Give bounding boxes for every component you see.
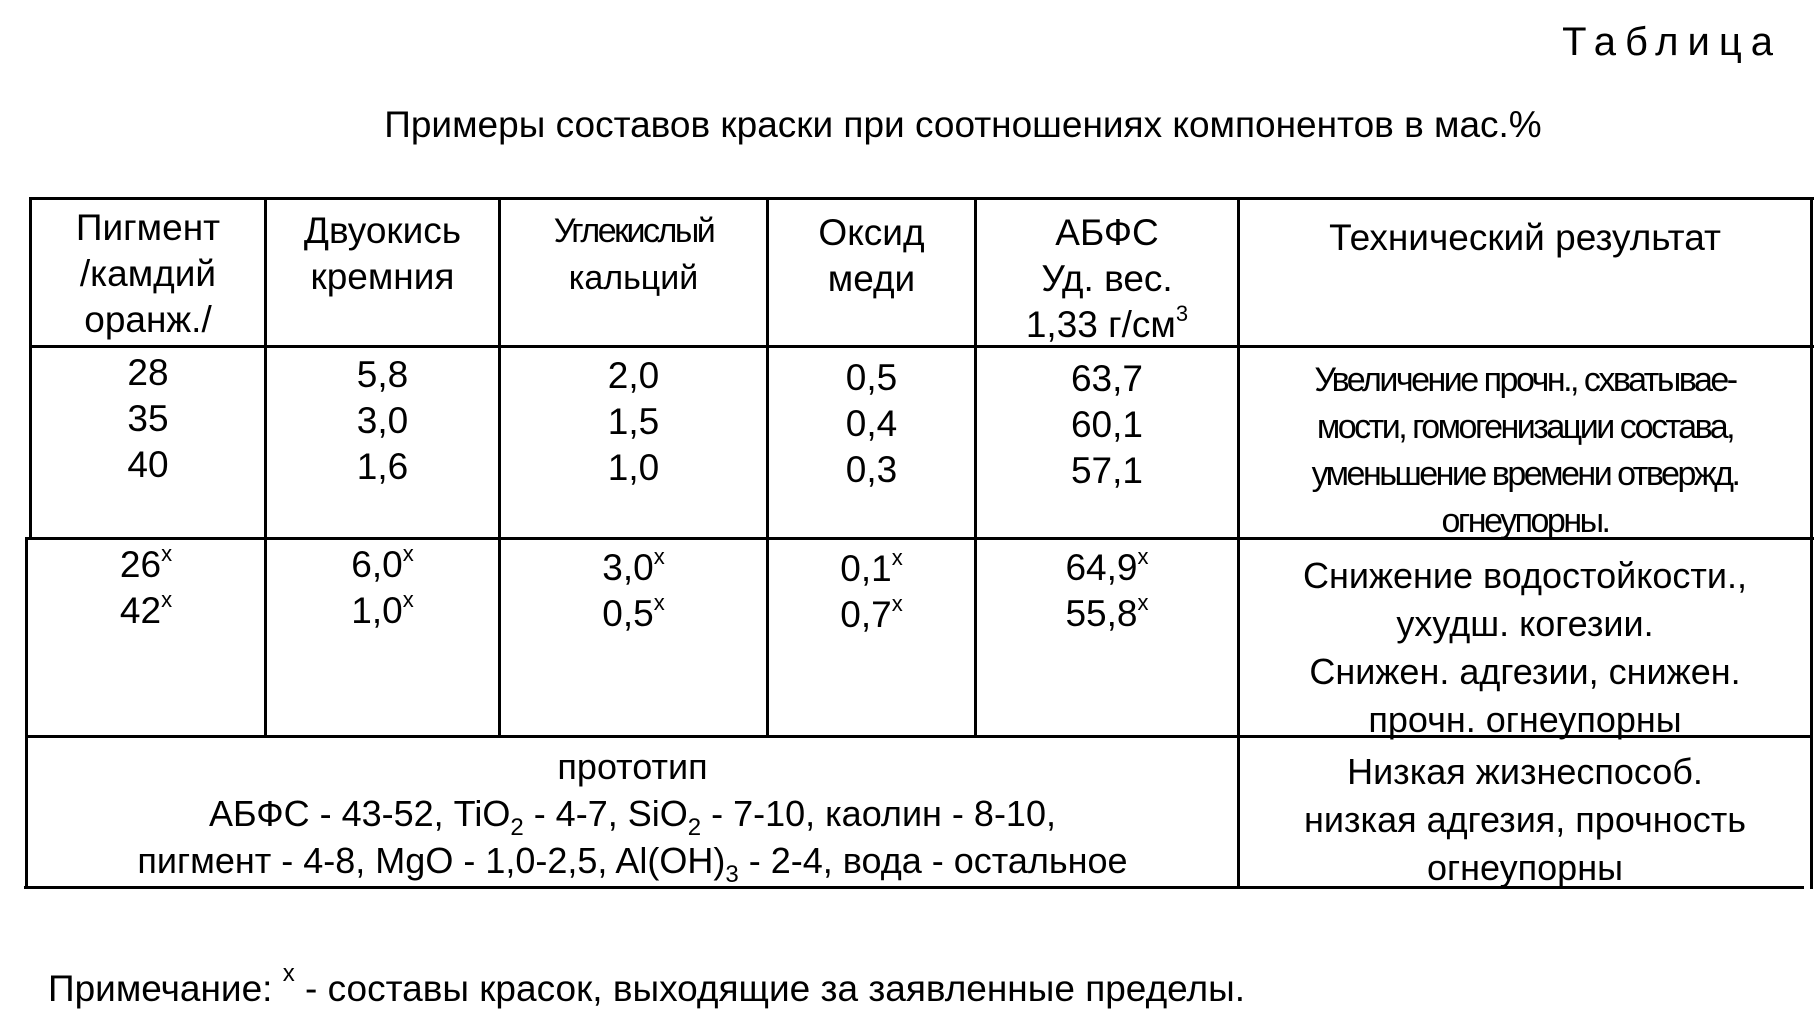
header-bottom-border (31, 345, 1814, 348)
table-top-border (31, 197, 1814, 200)
table-caption: Таблица (1562, 20, 1782, 64)
group1-abfs: 63,7 60,1 57,1 (1070, 358, 1143, 491)
group2-result: Снижение водостойкости., ухудш. когезии. Снижен. адгезии, снижен. прочн. огнеупорны (1302, 555, 1748, 740)
header-silica: Двуокись кремния (303, 210, 462, 297)
footnote-marker: x (282, 960, 295, 987)
group2-calcium-carbonate: 3,0$^x$ 0,5$^x$ (602, 544, 665, 634)
group1-calcium-carbonate: 2,0 1,5 1,0 (607, 355, 660, 488)
group2-silica: 6,0$^x$ 1,0$^x$ (351, 541, 414, 631)
group1-result: Увеличение прочн., схватывае- мости, гомогенизации состава, уменьшение времени отвержд. огнеупорны. (1311, 361, 1739, 540)
group2-copper-oxide: 0,1$^x$ 0,7$^x$ (840, 545, 903, 635)
group1-pigment: 28 35 40 (127, 352, 169, 485)
footnote: Примечание: $^x$ - составы красок, выходящие за заявленные пределы. (48, 960, 1245, 1009)
header-pigment: Пигмент /камдий оранж./ (75, 207, 221, 340)
header-technical-result: Технический результат (1329, 217, 1721, 258)
prototype-line-1: АБФС - 43-52, TiO$_2$ - 4-7, SiO$_2$ - 7-10, каолин - 8-10, (209, 793, 1056, 841)
header-abfs: АБФС Уд. вес. 1,33 $г/см^3$ (1025, 212, 1189, 345)
group2-pigment: 26$^x$ 42$^x$ (119, 541, 173, 631)
group1-silica: 5,8 3,0 1,6 (356, 354, 409, 487)
table-title: Примеры составов краски при соотношениях компонентов в мас.% (384, 104, 1542, 145)
table-right-border (1810, 197, 1813, 889)
group2-abfs: 64,9$^x$ 55,8$^x$ (1065, 544, 1149, 634)
prototype-result: Низкая жизнеспособ. низкая адгезия, прочность огнеупорны (1304, 751, 1746, 888)
prototype-line-2: пигмент - 4-8, MgO - 1,0-2,5, $Al(OH)_3 - 2-4$, вода - остальное (137, 840, 1128, 888)
header-copper-oxide: Оксид меди (818, 212, 925, 299)
prototype-composition: прототип АБФС - 43-52, TiO$_2$ - 4-7, SiO$_2$ - 7-10, каолин - 8-10, пигмент - 4-8, MgO - 1,0-2,5, $Al(OH)_3 - 2-4$, вода - остальное (28, 743, 1237, 884)
group1-copper-oxide: 0,5 0,4 0,3 (845, 357, 898, 490)
header-calcium-carbonate: Углекислый кальций (553, 212, 714, 297)
